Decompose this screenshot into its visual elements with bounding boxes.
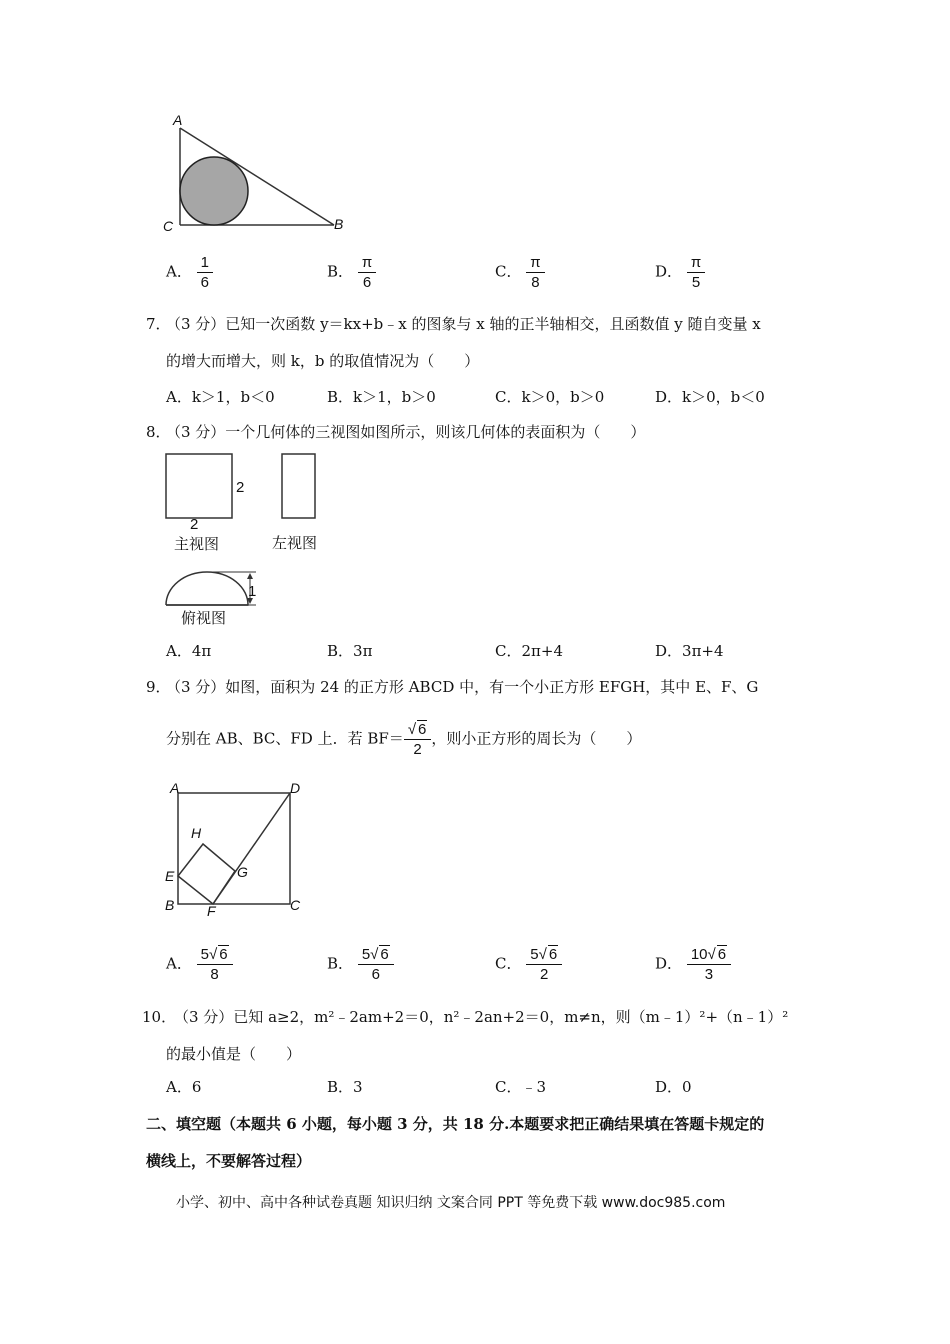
q8-stem: （3 分）一个几何体的三视图如图所示，则该几何体的表面积为（ ） [166,423,646,441]
q9-stem-line1: （3 分）如图，面积为 24 的正方形 ABCD 中，有一个小正方形 EFGH，其中 E、F、G [166,678,759,696]
q9-label-d: D [290,780,301,796]
q6-label-c: C [163,218,174,234]
q9-option-a-fraction: $\frac{5√ 6}{8}$ [197,945,233,984]
q9-option-b-fraction: $\frac{5√ 6}{6}$ [358,945,394,984]
section2-heading-line2: 横线上，不要解答过程） [146,1152,312,1170]
q6-option-d-fraction: $\frac{\pi}{5}$ [687,253,705,292]
q9-label-b: B [165,897,175,913]
q9-option-c-fraction: $\frac{5√ 6}{2}$ [526,945,562,984]
q10-number: 10． [142,1008,177,1026]
q8-front-bottom-label: 2 [190,516,199,533]
q9-square-efgh [178,844,235,904]
q6-label-a: A [173,112,183,128]
q6-label-b: B [334,216,344,232]
q7-option-b[interactable]: B．k＞1，b＞0 [327,388,436,406]
q9-label-c: C [290,897,301,913]
q8-number: 8． [146,423,171,441]
q8-front-caption: 主视图 [174,535,220,553]
q8-option-d[interactable]: D．3π+4 [655,642,724,660]
q9-option-d[interactable]: D． $\frac{10√ 6}{3}$ [655,945,731,984]
q9-stem-line2-pre: 分别在 AB、BC、FD 上．若 BF＝ [166,729,404,748]
q6-triangle-figure [158,110,358,240]
q10-option-c[interactable]: C．﹣3 [495,1078,547,1096]
q8-front-side-label: 2 [236,479,245,496]
q9-label-e: E [165,868,175,884]
q9-label-h: H [191,825,202,841]
q6-option-b[interactable]: B． $\frac{\pi}{6}$ [327,253,376,292]
q6-option-c[interactable]: C． $\frac{\pi}{8}$ [495,253,545,292]
q9-number: 9． [146,678,171,696]
q10-option-b[interactable]: B．3 [327,1078,363,1096]
q8-top-caption: 俯视图 [181,609,227,627]
q8-option-a[interactable]: A．4π [166,642,212,660]
section2-heading-line1: 二、填空题（本题共 6 小题，每小题 3 分，共 18 分.本题要求把正确结果填在答题卡规定的 [146,1115,765,1133]
q8-left-caption: 左视图 [272,534,318,552]
q7-option-a[interactable]: A．k＞1，b＜0 [166,388,275,406]
q9-option-b[interactable]: B． $\frac{5√ 6}{6}$ [327,945,394,984]
q6-option-a-fraction: $\frac{1}{6}$ [197,253,213,292]
q10-option-a[interactable]: A．6 [166,1078,202,1096]
q9-option-d-fraction: $\frac{10√ 6}{3}$ [687,945,731,984]
page-footer: 小学、初中、高中各种试卷真题 知识归纳 文案合同 PPT 等免费下载 www.doc985.com [176,1195,726,1211]
q6-option-c-fraction: $\frac{\pi}{8}$ [526,253,544,292]
q8-top-height-label: 1 [248,583,257,600]
q7-stem-line1: （3 分）已知一次函数 y＝kx+b﹣x 的图象与 x 轴的正半轴相交，且函数值 y 随自变量 x [166,315,761,333]
q6-option-d[interactable]: D． $\frac{\pi}{5}$ [655,253,705,292]
q9-label-f: F [207,903,216,919]
q10-stem-line1: （3 分）已知 a≥2，m²﹣2am+2＝0，n²﹣2an+2＝0，m≠n，则（m﹣1）²+（n﹣1）² [174,1008,789,1026]
q6-option-b-fraction: $\frac{\pi}{6}$ [358,253,376,292]
q9-square-abcd [178,793,290,904]
q9-option-c[interactable]: C． $\frac{5√ 6}{2}$ [495,945,562,984]
q7-number: 7． [146,315,171,333]
q7-option-d[interactable]: D．k＞0，b＜0 [655,388,765,406]
q10-option-d[interactable]: D．0 [655,1078,692,1096]
q8-option-b[interactable]: B．3π [327,642,373,660]
q9-stem-line2-post: ，则小正方形的周长为（ ） [431,729,642,748]
q9-option-a[interactable]: A． $\frac{5√ 6}{8}$ [166,945,233,984]
q8-option-c[interactable]: C．2π+4 [495,642,563,660]
q8-left-view [282,454,315,518]
q7-stem-line2: 的增大而增大，则 k，b 的取值情况为（ ） [166,352,480,370]
q6-inscribed-circle [180,157,248,225]
q9-bf-fraction: $\frac{√ 6}{2}$ [404,720,432,759]
q9-label-a: A [170,780,180,796]
q10-stem-line2: 的最小值是（ ） [166,1045,302,1063]
q8-front-view [166,454,232,518]
q9-label-g: G [237,864,248,880]
q8-top-view [166,572,248,605]
q7-option-c[interactable]: C．k＞0，b＞0 [495,388,605,406]
q9-stem-line2 [166,720,641,759]
q6-option-a[interactable]: A． $\frac{1}{6}$ [166,253,213,292]
